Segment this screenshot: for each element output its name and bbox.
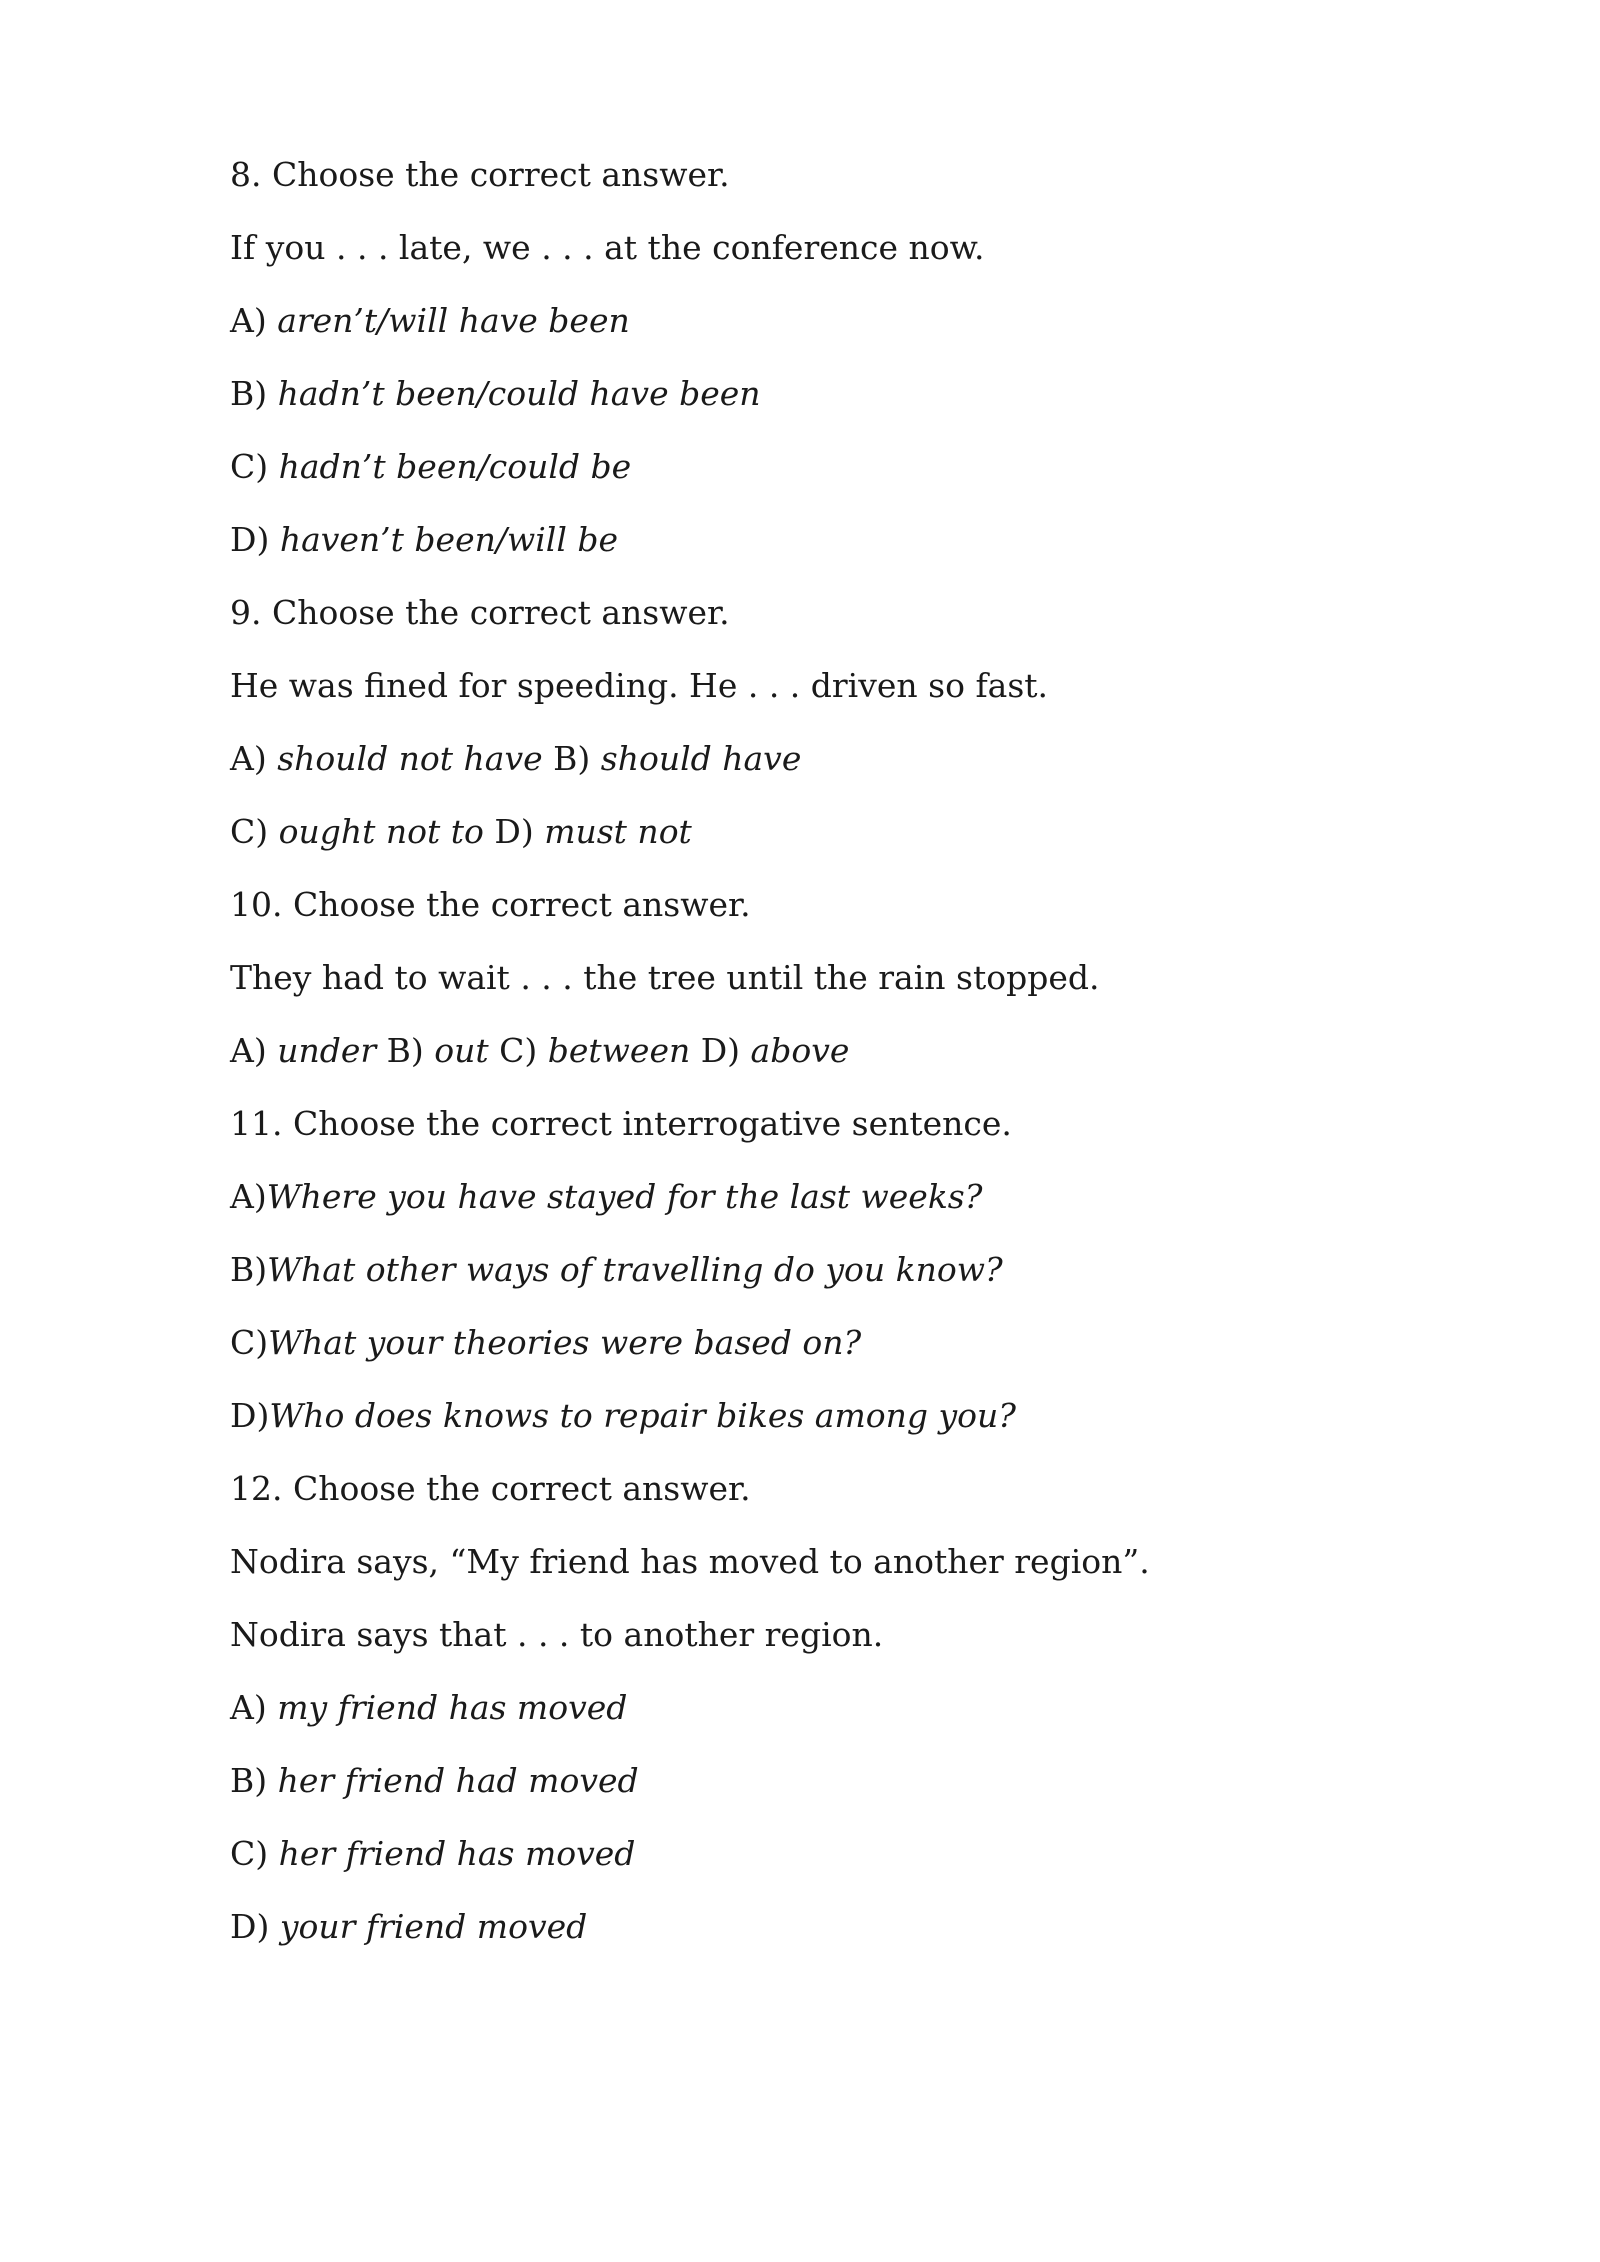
question-12-option-d (230, 1907, 587, 1947)
option-label: B) (542, 739, 601, 778)
question-9-prompt: He was fined for speeding. He . . . driven so fast. (230, 666, 1049, 705)
option-text: between (547, 1031, 691, 1070)
option-label: D) (230, 1396, 270, 1435)
option-text: your friend moved (279, 1907, 588, 1946)
option-text: Who does knows to repair bikes among you? (269, 1396, 1016, 1435)
option-text: above (750, 1031, 850, 1070)
question-8-prompt: If you . . . late, we . . . at the conference now. (230, 228, 985, 267)
question-11-option-a (230, 1177, 982, 1217)
question-12-option-b (230, 1761, 639, 1801)
option-text: under (277, 1031, 377, 1070)
option-text: Where you have stayed for the last weeks? (266, 1177, 983, 1216)
question-11-option-c (230, 1323, 861, 1363)
question-12-quote: Nodira says, “My friend has moved to another region”. (230, 1542, 1150, 1581)
question-10-options (230, 1031, 849, 1071)
question-12-option-c (230, 1834, 635, 1874)
option-label: C) (488, 1031, 548, 1070)
question-10-title: 10. Choose the correct answer. (230, 885, 751, 924)
option-text: aren’t/will have been (277, 301, 630, 340)
option-label: B) (376, 1031, 435, 1070)
option-text: hadn’t been/could have been (277, 374, 761, 413)
option-label: B) (230, 374, 278, 413)
option-label: C) (230, 812, 279, 851)
question-11-option-d (230, 1396, 1016, 1436)
option-label: B) (230, 1250, 268, 1289)
question-10-prompt: They had to wait . . . the tree until the rain stopped. (230, 958, 1100, 997)
option-text: out (434, 1031, 489, 1070)
option-label: D) (230, 1907, 280, 1946)
question-12-title: 12. Choose the correct answer. (230, 1469, 751, 1508)
option-text: should not have (277, 739, 543, 778)
option-label: A) (230, 1688, 278, 1727)
option-label: D) (483, 812, 545, 851)
question-8-option-d (230, 520, 618, 560)
option-text: ought not to (278, 812, 484, 851)
option-text: must not (544, 812, 692, 851)
option-label: A) (230, 1177, 267, 1216)
option-label: C) (230, 447, 279, 486)
option-text: What other ways of travelling do you know? (267, 1250, 1003, 1289)
question-9-options-ab (230, 739, 801, 779)
option-text: should have (600, 739, 802, 778)
option-label: D) (230, 520, 280, 559)
option-label: D) (690, 1031, 751, 1070)
option-label: B) (230, 1761, 278, 1800)
option-text: hadn’t been/could be (278, 447, 632, 486)
question-12-prompt: Nodira says that . . . to another region. (230, 1615, 884, 1654)
question-8-title: 8. Choose the correct answer. (230, 155, 730, 194)
option-text: her friend has moved (278, 1834, 636, 1873)
option-text: haven’t been/will be (279, 520, 619, 559)
question-11-title: 11. Choose the correct interrogative sentence. (230, 1104, 1012, 1143)
question-8-option-c (230, 447, 631, 487)
question-12-option-a (230, 1688, 627, 1728)
question-9-options-cd (230, 812, 692, 852)
question-8-option-b (230, 374, 761, 414)
option-text: her friend had moved (277, 1761, 639, 1800)
option-label: A) (230, 1031, 278, 1070)
option-label: C) (230, 1834, 279, 1873)
option-label: C) (230, 1323, 269, 1362)
question-9-title: 9. Choose the correct answer. (230, 593, 730, 632)
question-8-option-a (230, 301, 630, 341)
option-text: my friend has moved (277, 1688, 628, 1727)
option-text: What your theories were based on? (268, 1323, 862, 1362)
option-label: A) (230, 301, 278, 340)
option-label: A) (230, 739, 278, 778)
question-11-option-b (230, 1250, 1003, 1290)
